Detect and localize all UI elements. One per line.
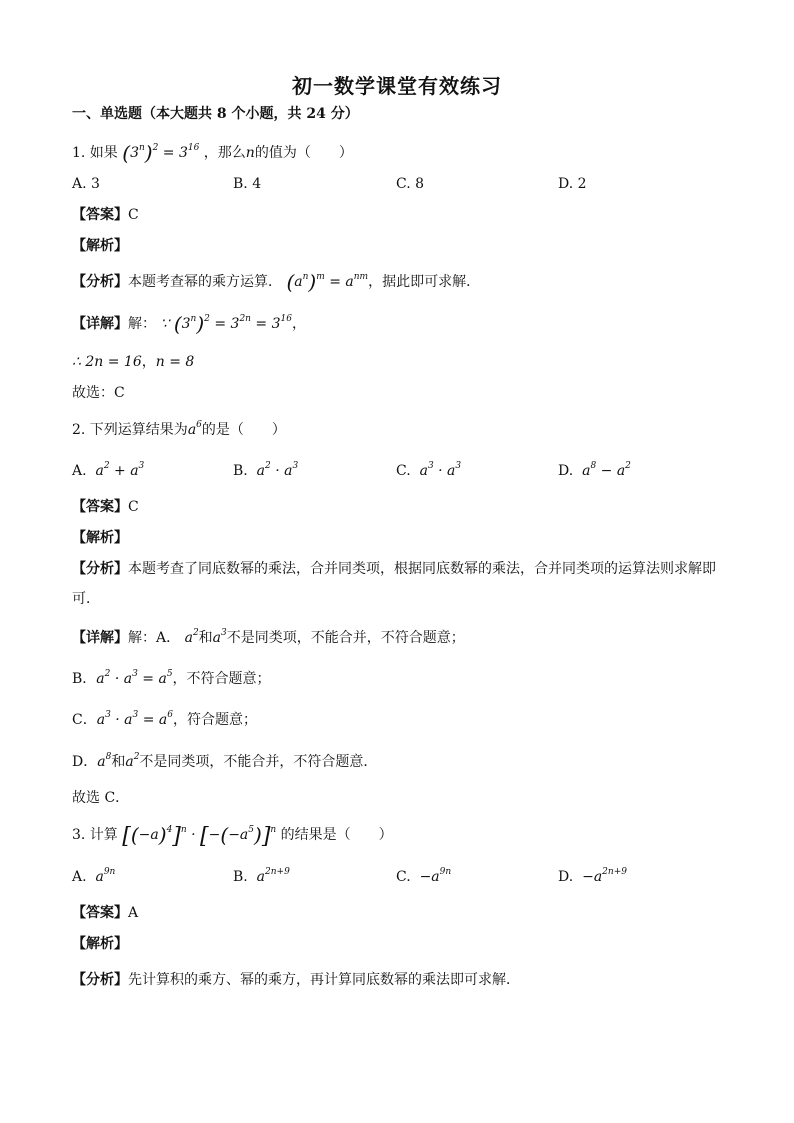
page-title: 初一数学课堂有效练习 [292, 74, 502, 98]
q2-detail-d: D．$a^8$和$a^2$不是同类项，不能合并，不符合题意． [72, 752, 378, 770]
q2-conclusion: 故选 C． [72, 790, 130, 806]
q2-option-a: A. $a^2 + a^3$ [72, 461, 145, 479]
q1-conclusion: 故选：C [72, 385, 125, 401]
q1-option-b: B. 4 [233, 176, 262, 192]
q2-answer: 【答案】C [72, 499, 139, 515]
q1-equation: $(3^n)^2 = 3^{16}$ [122, 141, 200, 165]
q3-option-b: B. $a^{2n+9}$ [233, 867, 290, 885]
q1-option-c: C. 8 [396, 176, 425, 192]
q1-answer: 【答案】C [72, 207, 139, 223]
q1-analysis-label: 【解析】 [72, 238, 128, 254]
q2-option-c: C. $a^3 \cdot a^3$ [396, 461, 462, 479]
q2-option-d: D. $a^8 - a^2$ [558, 461, 631, 479]
question-2-stem: 2. 下列运算结果为$a^6$的是（ ） [72, 420, 286, 438]
q2-analysis-label: 【解析】 [72, 530, 128, 546]
q1-detail: 【详解】解： ∵ $(3^n)^2 = 3^{2n} = 3^{16}$， [72, 312, 306, 336]
q1-fenxi: 【分析】本题考查幂的乘方运算． $(a^n)^m = a^{nm}$，据此即可求解． [72, 270, 481, 294]
q3-expression: $[(-a)^4]^n \cdot [-(-a^5)]^n$ [122, 823, 277, 849]
q1-option-d: D. 2 [558, 176, 587, 192]
q2-detail-c: C．$a^3 \cdot a^3 = a^6$，符合题意； [72, 710, 257, 728]
section-heading: 一、单选题（本大题共 8 个小题，共 24 分） [72, 106, 359, 122]
q2-detail-a: 【详解】解：A． $a^2$和$a^3$不是同类项，不能合并，不符合题意； [72, 628, 465, 646]
q2-detail-b: B．$a^2 \cdot a^3 = a^5$，不符合题意； [72, 669, 271, 687]
q3-option-c: C. $-a^{9n}$ [396, 867, 452, 885]
q3-option-a: A. $a^{9n}$ [72, 867, 116, 885]
q3-answer: 【答案】A [72, 905, 139, 921]
q1-option-a: A. 3 [72, 176, 100, 192]
q3-fenxi: 【分析】先计算积的乘方、幂的乘方，再计算同底数幂的乘法即可求解． [72, 972, 520, 988]
question-3-stem: 3. 计算 $[(-a)^4]^n \cdot [-(-a^5)]^n$ 的结果是（ ） [72, 823, 393, 849]
q3-option-d: D. $-a^{2n+9}$ [558, 867, 627, 885]
q2-fenxi: 【分析】本题考查了同底数幂的乘法，合并同类项，根据同底数幂的乘法，合并同类项的运算法则求解即可． [72, 561, 716, 607]
q3-analysis-label: 【解析】 [72, 936, 128, 952]
question-1-stem: 1. 如果 $(3^n)^2 = 3^{16}$ ，那么n的值为（ ） [72, 141, 353, 165]
q2-option-b: B. $a^2 \cdot a^3$ [233, 461, 299, 479]
q1-detail-line2: ∴ 2n = 16，n = 8 [72, 354, 195, 370]
